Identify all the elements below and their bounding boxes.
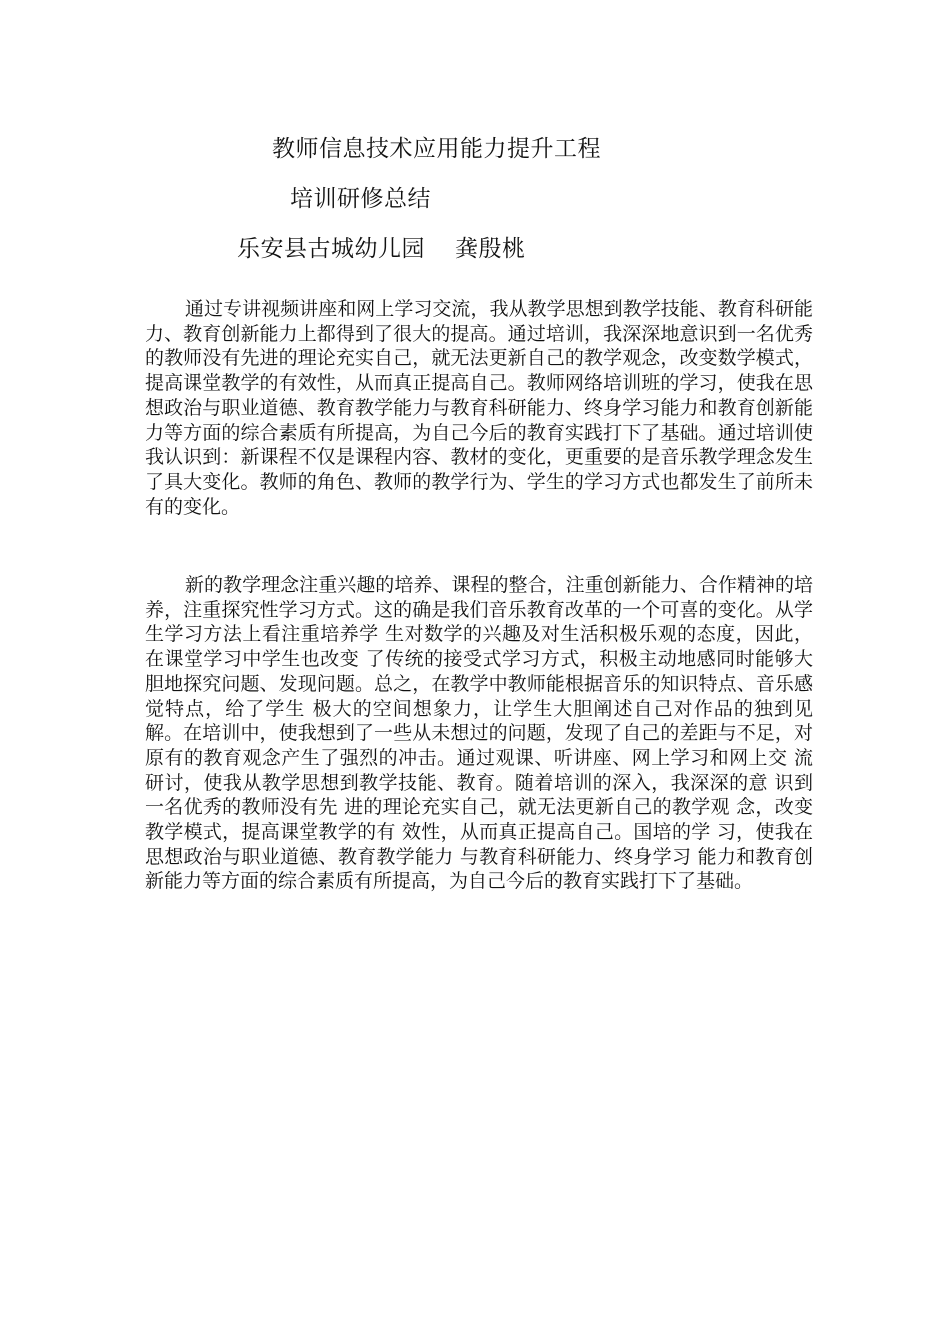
document-title: 教师信息技术应用能力提升工程 <box>272 136 601 162</box>
document-subtitle: 培训研修总结 <box>290 186 431 212</box>
school-name: 乐安县古城幼儿园 <box>237 236 425 262</box>
author-line <box>237 234 526 264</box>
author-name: 龚殷桃 <box>455 236 526 262</box>
body-paragraph-2: 新的教学理念注重兴趣的培养、课程的整合，注重创新能力、合作精神的培养，注重探究性学习方式。这的确是我们音乐教育改革的一个可喜的变化。从学生学习方法上看注重培养学 生对数学的兴趣及对生活积极乐观的态度，因此，在课堂学习中学生也改变 了传统的接受式学习方式，积极主动地感同时能够大胆地探究问题、发现问题。总之，在教学中教师能根据音乐的知识特点、音乐感觉特点，给了学生 极大的空间想象力，让学生大胆阐述自己对作品的独到见解。在培训中，使我想到了一些从未想过的问题，发现了自己的差距与不足，对 原有的教育观念产生了强烈的冲击。通过观课、听讲座、网上学习和网上交 流研讨，使我从教学思想到教学技能、教育。随着培训的深入，我深深的意 识到一名优秀的教师没有先 进的理论充实自己，就无法更新自己的教学观 念，改变教学模式，提高课堂教学的有 效性，从而真正提高自己。国培的学 习，使我在思想政治与职业道德、教育教学能力 与教育科研能力、终身学习 能力和教育创新能力等方面的综合素质有所提高，为自己今后的教育实践打下了基础。 <box>145 574 813 893</box>
body-paragraph-1: 通过专讲视频讲座和网上学习交流，我从教学思想到教学技能、教育科研能力、教育创新能力上都得到了很大的提高。通过培训，我深深地意识到一名优秀的教师没有先进的理论充实自己，就无法更新自己的教学观念，改变数学模式，提高课堂教学的有效性，从而真正提高自己。教师网络培训班的学习，使我在思想政治与职业道德、教育教学能力与教育科研能力、终身学习能力和教育创新能力等方面的综合素质有所提高，为自己今后的教育实践打下了基础。通过培训使我认识到：新课程不仅是课程内容、教材的变化，更重要的是音乐教学理念发生了具大变化。教师的角色、教师的教学行为、学生的学习方式也都发生了前所未有的变化。 <box>145 298 813 518</box>
